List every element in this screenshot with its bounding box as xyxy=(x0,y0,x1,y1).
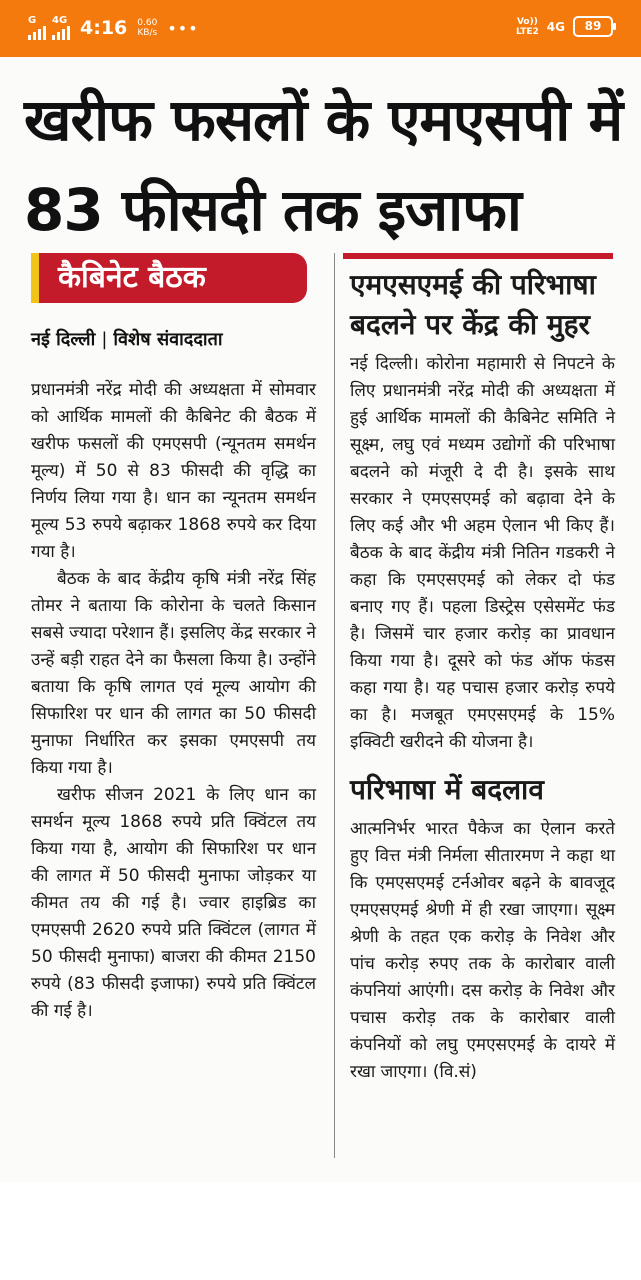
paragraph: प्रधानमंत्री नरेंद्र मोदी की अध्यक्षता में सोमवार को आर्थिक मामलों की कैबिनेट की बैठक में खरीफ फसलों की एमएसपी (न्यूनतम समर्थन मूल्य) में 50 से 83 फीसदी की वृद्धि का निर्णय लिया गया है। धान का न्यूनतम समर्थन मूल्य 53 रुपये बढ़ाकर 1868 रुपये कर दिया गया है। xyxy=(31,380,316,562)
newspaper-clipping xyxy=(0,57,641,1182)
paragraph: बैठक के बाद केंद्रीय कृषि मंत्री नरेंद्र सिंह तोमर ने बताया कि कोरोना के चलते किसान सबसे ज्यादा परेशान हैं। इसलिए केंद्र सरकार ने उन्हें बड़ी राहत देने का फैसला किया है। उन्होंने बताया कि कृषि लागत एवं मूल्य आयोग की सिफारिश पर धान की लागत का 50 फीसदी मुनाफा निर्धारित कर इसका एमएसपी तय किया गया है। xyxy=(31,569,316,778)
volte-indicator xyxy=(516,17,539,37)
clock: 4:16 xyxy=(80,17,128,39)
speed-value: 0.60 xyxy=(137,18,158,28)
signal-bars-icon xyxy=(28,26,46,40)
network-speed xyxy=(137,18,157,38)
sim1-label: G xyxy=(28,15,37,26)
more-notifications-icon: ••• xyxy=(167,18,199,38)
byline-separator: | xyxy=(101,329,108,350)
right-column xyxy=(350,265,615,1086)
right-body: नई दिल्ली। कोरोना महामारी से निपटने के लिए प्रधानमंत्री नरेंद्र मोदी की अध्यक्षता में हुई आर्थिक मामलों की कैबिनेट समिति ने सूक्ष्म, लघु एवं मध्यम उद्योगों की परिभाषा बदलने को मंजूरी दे दी है। इसके साथ सरकार ने एमएसएमई को बढ़ावा देने के लिए कई और भी अहम ऐलान भी किए हैं। बैठक के बाद केंद्रीय मंत्री नितिन गडकरी ने कहा कि एमएसएमई को लेकर दो फंड बनाए गए हैं। पहला डिस्ट्रेस एसेसमेंट फंड है। जिसमें चार हजार करोड़ का प्रावधान किया गया है। दूसरे को फंड ऑफ फंडस कहा गया है। यह पचास हजार करोड़ रुपये का है। मजबूत एमएसएमई के 15% इक्विटी खरीदने की योजना है। xyxy=(350,354,615,752)
right-headline: एमएसएमई की परिभाषा बदलने पर केंद्र की मुहर xyxy=(350,268,596,341)
right-body-2: आत्मनिर्भर भारत पैकेज का ऐलान करते हुए वित्त मंत्री निर्मला सीतारमण ने कहा था कि एमएसएमई टर्नओवर बढ़ने के बावजूद एमएसएमई श्रेणी में ही रखा जाएगा। सूक्ष्म श्रेणी के तहत एक करोड़ के निवेश और पांच करोड़ रुपए तक के कारोबार वाली कंपनियां आएंगी। दस करोड़ के निवेश और पचास करोड़ तक के कारोबार वाली कंपनियों को लघु एमएसएमई के दायरे में रखा जाएगा। (वि.सं) xyxy=(350,819,615,1082)
speed-unit: KB/s xyxy=(137,28,158,38)
status-bar xyxy=(0,0,641,57)
byline-author: विशेष संवाददाता xyxy=(113,329,223,350)
sim2-signal xyxy=(52,16,70,40)
byline-place: नई दिल्ली xyxy=(31,329,96,350)
network-label: 4G xyxy=(52,15,68,26)
section-tag: कैबिनेट बैठक xyxy=(58,260,206,295)
byline xyxy=(31,327,223,351)
volte-line1: Vo)) xyxy=(516,16,538,27)
paragraph: खरीफ सीजन 2021 के लिए धान का समर्थन मूल्य 1868 रुपये प्रति क्विंटल तय किया गया है, आयोग की सिफारिश पर धान की लागत में 50 फीसदी मुनाफा जोड़कर या कीमत तय की गई है। ज्वार हाइब्रिड का एमएसपी 2620 रुपये प्रति क्विंटल (लागत में 50 फीसदी मुनाफा) बाजरा की कीमत 2150 रुपये (83 फीसदी इजाफा) रुपये प्रति क्विंटल की गई है। xyxy=(31,785,316,1021)
right-subheading: परिभाषा में बदलाव xyxy=(350,773,544,806)
sim1-signal xyxy=(28,16,46,40)
column-divider xyxy=(334,253,335,1158)
status-left xyxy=(28,14,199,42)
signal-bars-icon xyxy=(52,26,70,40)
battery-icon: 89 xyxy=(573,16,613,37)
right-column-rule xyxy=(343,253,613,259)
status-right xyxy=(516,16,613,37)
left-column xyxy=(31,377,316,1025)
volte-line2: LTE2 xyxy=(516,26,539,37)
headline: खरीफ फसलों के एमएसपी में 83 फीसदी तक इजाफा xyxy=(24,86,623,244)
network2-label: 4G xyxy=(546,19,565,34)
section-banner-accent xyxy=(31,253,39,303)
